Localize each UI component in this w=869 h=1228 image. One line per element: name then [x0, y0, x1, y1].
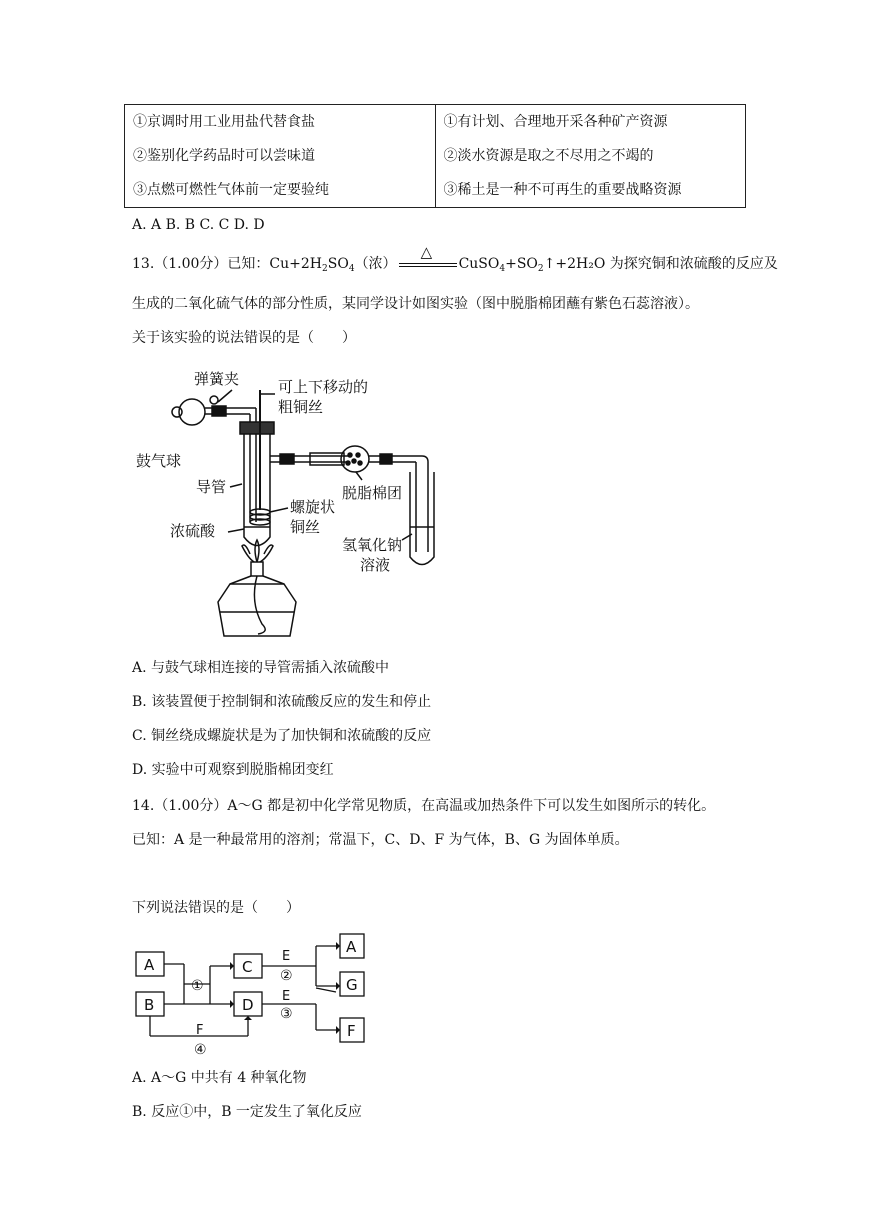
table-left-cell [125, 105, 436, 208]
box-d: D [242, 996, 254, 1014]
box-f: F [347, 1022, 356, 1040]
apparatus-figure [130, 362, 450, 646]
heat-condition-sign: △ [397, 254, 459, 274]
q12-options: A. A B. B C. C D. D [132, 217, 265, 233]
reagent-e-2: E [282, 989, 291, 1004]
table-left-1: ①京调时用工业用盐代替食盐 [133, 114, 315, 130]
bulb-label: 鼓气球 [136, 452, 182, 470]
q13-line2: 生成的二氧化硫气体的部分性质，某同学设计如图实验（图中脱脂棉团蘸有紫色石蕊溶液）。 [132, 296, 699, 312]
q13-option-b: B. 该装置便于控制铜和浓硫酸反应的发生和停止 [132, 694, 432, 710]
q14-option-b: B. 反应①中，B 一定发生了氧化反应 [132, 1104, 362, 1120]
tube-label: 导管 [196, 478, 227, 496]
table-right-cell [435, 105, 746, 208]
cotton-label: 脱脂棉团 [342, 484, 403, 502]
table-right-1: ①有计划、合理地开采各种矿产资源 [443, 114, 668, 130]
bulb-icon [179, 399, 205, 425]
q13-line1: 13.（1.00分）已知：$Cu+2H_2SO_4$（浓） △ $CuSO_4+SO_2↑+2H_2O$ 为探究铜和浓硫酸的反应及 [132, 243, 778, 274]
reaction-2: ② [280, 968, 293, 984]
box-g: G [346, 976, 358, 994]
box-c: C [242, 958, 253, 976]
table-left-2: ②鉴别化学药品时可以尝味道 [133, 148, 315, 164]
q14-line1: 14.（1.00分）A～G 都是初中化学常见物质，在高温或加热条件下可以发生如图所示的转化。 [132, 798, 716, 814]
naoh-label-2: 溶液 [360, 556, 391, 574]
naoh-label-1: 氢氧化钠 [342, 536, 403, 554]
q13-option-a: A. 与鼓气球相连接的导管需插入浓硫酸中 [132, 660, 390, 676]
copper-wire-label-1: 可上下移动的 [278, 378, 369, 396]
q14-line3: 下列说法错误的是（ ） [132, 900, 300, 916]
acid-label: 浓硫酸 [170, 522, 216, 540]
table-right-2: ②淡水资源是取之不尽用之不竭的 [443, 148, 654, 164]
spiral-label-2: 铜丝 [290, 518, 321, 536]
options-table [124, 104, 746, 208]
q13-line3: 关于该实验的说法错误的是（ ） [132, 330, 356, 346]
q13-option-c: C. 铜丝绕成螺旋状是为了加快铜和浓硫酸的反应 [132, 728, 432, 744]
q13-option-d: D. 实验中可观察到脱脂棉团变红 [132, 762, 334, 778]
box-a: A [144, 956, 155, 974]
reaction-1: ① [191, 978, 204, 994]
reaction-4: ④ [194, 1042, 207, 1058]
table-left-3: ③点燃可燃性气体前一定要验纯 [133, 182, 329, 198]
conversion-diagram [130, 930, 380, 1060]
table-right-3: ③稀土是一种不可再生的重要战略资源 [443, 182, 682, 198]
box-b: B [144, 996, 155, 1014]
q14-line2: 已知：A 是一种最常用的溶剂；常温下，C、D、F 为气体，B、G 为固体单质。 [132, 832, 629, 848]
reaction-3: ③ [280, 1006, 293, 1022]
reagent-e-1: E [282, 949, 291, 964]
box-a-product: A [346, 938, 357, 956]
copper-wire-label-2: 粗铜丝 [278, 398, 324, 416]
reagent-f: F [196, 1023, 204, 1038]
clip-label: 弹簧夹 [194, 370, 240, 388]
q14-option-a: A. A～G 中共有 4 种氧化物 [132, 1070, 307, 1086]
spiral-label-1: 螺旋状 [290, 498, 336, 516]
